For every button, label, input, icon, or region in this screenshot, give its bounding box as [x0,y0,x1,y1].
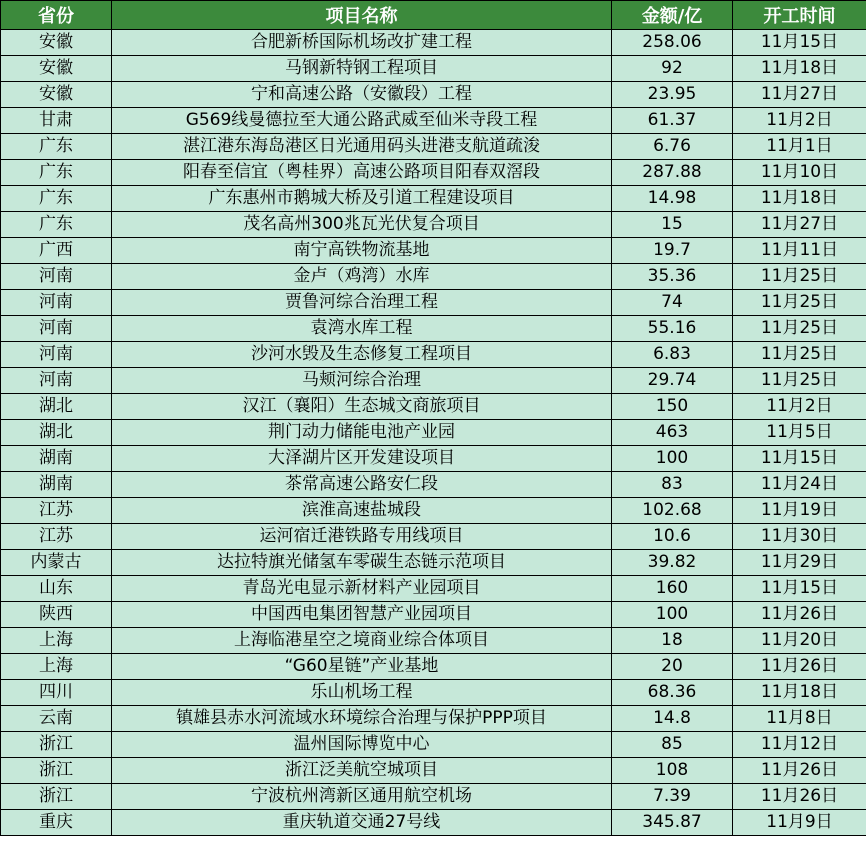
cell-province: 重庆 [1,810,112,836]
cell-start-date: 11月27日 [733,82,866,108]
cell-amount: 83 [612,472,733,498]
cell-amount: 18 [612,628,733,654]
cell-province: 山东 [1,576,112,602]
cell-start-date: 11月12日 [733,732,866,758]
table-row [1,342,866,368]
cell-project-name: 马颊河综合治理 [112,368,612,394]
table-row [1,316,866,342]
cell-amount: 29.74 [612,368,733,394]
cell-amount: 100 [612,602,733,628]
table-row [1,446,866,472]
header-amount: 金额/亿 [612,1,733,30]
cell-project-name: 沙河水毁及生态修复工程项目 [112,342,612,368]
cell-start-date: 11月26日 [733,784,866,810]
cell-project-name: 宁和高速公路（安徽段）工程 [112,82,612,108]
cell-start-date: 11月30日 [733,524,866,550]
cell-start-date: 11月25日 [733,316,866,342]
table-row [1,498,866,524]
cell-project-name: 广东惠州市鹅城大桥及引道工程建设项目 [112,186,612,212]
table-row [1,628,866,654]
cell-amount: 20 [612,654,733,680]
cell-amount: 100 [612,446,733,472]
cell-amount: 287.88 [612,160,733,186]
table-row [1,30,866,56]
cell-amount: 150 [612,394,733,420]
cell-amount: 23.95 [612,82,733,108]
cell-start-date: 11月5日 [733,420,866,446]
table-row [1,290,866,316]
cell-project-name: 合肥新桥国际机场改扩建工程 [112,30,612,56]
cell-amount: 160 [612,576,733,602]
cell-province: 河南 [1,316,112,342]
cell-amount: 14.8 [612,706,733,732]
cell-project-name: 滨淮高速盐城段 [112,498,612,524]
cell-province: 陕西 [1,602,112,628]
cell-amount: 14.98 [612,186,733,212]
cell-start-date: 11月18日 [733,56,866,82]
cell-amount: 6.76 [612,134,733,160]
header-start-date: 开工时间 [733,1,866,30]
cell-project-name: G569线曼德拉至大通公路武威至仙米寺段工程 [112,108,612,134]
cell-project-name: 贾鲁河综合治理工程 [112,290,612,316]
cell-start-date: 11月25日 [733,342,866,368]
cell-amount: 10.6 [612,524,733,550]
cell-amount: 258.06 [612,30,733,56]
cell-project-name: 茂名高州300兆瓦光伏复合项目 [112,212,612,238]
cell-province: 广东 [1,186,112,212]
cell-amount: 102.68 [612,498,733,524]
cell-amount: 35.36 [612,264,733,290]
table-row [1,472,866,498]
cell-start-date: 11月10日 [733,160,866,186]
table-header [1,1,866,30]
table-row [1,108,866,134]
cell-project-name: 浙江泛美航空城项目 [112,758,612,784]
cell-province: 广东 [1,212,112,238]
cell-amount: 15 [612,212,733,238]
cell-amount: 55.16 [612,316,733,342]
cell-start-date: 11月25日 [733,290,866,316]
cell-project-name: 金卢（鸡湾）水库 [112,264,612,290]
cell-start-date: 11月26日 [733,602,866,628]
cell-start-date: 11月9日 [733,810,866,836]
table-row [1,186,866,212]
cell-province: 云南 [1,706,112,732]
cell-start-date: 11月18日 [733,680,866,706]
cell-amount: 74 [612,290,733,316]
table-row [1,550,866,576]
cell-project-name: 青岛光电显示新材料产业园项目 [112,576,612,602]
cell-amount: 68.36 [612,680,733,706]
cell-start-date: 11月2日 [733,108,866,134]
table-row [1,810,866,836]
cell-start-date: 11月15日 [733,30,866,56]
cell-project-name: 大泽湖片区开发建设项目 [112,446,612,472]
cell-amount: 345.87 [612,810,733,836]
cell-start-date: 11月2日 [733,394,866,420]
cell-start-date: 11月15日 [733,576,866,602]
table-row [1,134,866,160]
table-body [1,30,866,836]
cell-amount: 7.39 [612,784,733,810]
cell-amount: 108 [612,758,733,784]
table-row [1,238,866,264]
cell-start-date: 11月20日 [733,628,866,654]
cell-province: 浙江 [1,784,112,810]
cell-project-name: 乐山机场工程 [112,680,612,706]
table-row [1,758,866,784]
cell-amount: 6.83 [612,342,733,368]
cell-province: 江苏 [1,524,112,550]
cell-project-name: 马钢新特钢工程项目 [112,56,612,82]
cell-province: 湖南 [1,472,112,498]
cell-province: 安徽 [1,56,112,82]
cell-province: 安徽 [1,30,112,56]
cell-project-name: 茶常高速公路安仁段 [112,472,612,498]
cell-start-date: 11月29日 [733,550,866,576]
cell-province: 湖北 [1,394,112,420]
cell-start-date: 11月8日 [733,706,866,732]
cell-province: 河南 [1,368,112,394]
cell-amount: 85 [612,732,733,758]
table-row [1,784,866,810]
cell-start-date: 11月24日 [733,472,866,498]
cell-province: 四川 [1,680,112,706]
table-row [1,706,866,732]
cell-start-date: 11月27日 [733,212,866,238]
cell-province: 湖南 [1,446,112,472]
cell-project-name: 中国西电集团智慧产业园项目 [112,602,612,628]
cell-start-date: 11月1日 [733,134,866,160]
cell-project-name: 袁湾水库工程 [112,316,612,342]
table-row [1,680,866,706]
table-row [1,394,866,420]
table-row [1,654,866,680]
cell-start-date: 11月25日 [733,264,866,290]
cell-province: 上海 [1,654,112,680]
cell-province: 广西 [1,238,112,264]
cell-start-date: 11月18日 [733,186,866,212]
cell-project-name: 达拉特旗光储氢车零碳生态链示范项目 [112,550,612,576]
cell-province: 安徽 [1,82,112,108]
cell-start-date: 11月15日 [733,446,866,472]
header-row [1,1,866,30]
cell-province: 河南 [1,290,112,316]
cell-province: 湖北 [1,420,112,446]
cell-project-name: 重庆轨道交通27号线 [112,810,612,836]
cell-province: 甘肃 [1,108,112,134]
cell-start-date: 11月25日 [733,368,866,394]
table-row [1,160,866,186]
cell-project-name: 湛江港东海岛港区日光通用码头进港支航道疏浚 [112,134,612,160]
cell-province: 广东 [1,160,112,186]
table-row [1,732,866,758]
table-row [1,602,866,628]
cell-province: 广东 [1,134,112,160]
cell-project-name: 运河宿迁港铁路专用线项目 [112,524,612,550]
cell-amount: 463 [612,420,733,446]
cell-project-name: 荆门动力储能电池产业园 [112,420,612,446]
cell-project-name: 阳春至信宜（粤桂界）高速公路项目阳春双滘段 [112,160,612,186]
cell-province: 浙江 [1,758,112,784]
cell-amount: 92 [612,56,733,82]
table-row [1,576,866,602]
cell-project-name: 镇雄县赤水河流域水环境综合治理与保护PPP项目 [112,706,612,732]
cell-start-date: 11月19日 [733,498,866,524]
cell-start-date: 11月26日 [733,758,866,784]
table-row [1,420,866,446]
table-row [1,368,866,394]
table-row [1,212,866,238]
cell-amount: 39.82 [612,550,733,576]
cell-project-name: 南宁高铁物流基地 [112,238,612,264]
cell-province: 江苏 [1,498,112,524]
table-row [1,56,866,82]
cell-start-date: 11月26日 [733,654,866,680]
cell-project-name: 宁波杭州湾新区通用航空机场 [112,784,612,810]
cell-province: 河南 [1,342,112,368]
cell-amount: 19.7 [612,238,733,264]
cell-project-name: 汉江（襄阳）生态城文商旅项目 [112,394,612,420]
table-row [1,264,866,290]
header-province: 省份 [1,1,112,30]
table-row [1,82,866,108]
header-project-name: 项目名称 [112,1,612,30]
cell-province: 浙江 [1,732,112,758]
table-row [1,524,866,550]
cell-province: 内蒙古 [1,550,112,576]
cell-province: 河南 [1,264,112,290]
cell-start-date: 11月11日 [733,238,866,264]
cell-amount: 61.37 [612,108,733,134]
cell-project-name: “G60星链”产业基地 [112,654,612,680]
cell-project-name: 上海临港星空之境商业综合体项目 [112,628,612,654]
cell-province: 上海 [1,628,112,654]
cell-project-name: 温州国际博览中心 [112,732,612,758]
